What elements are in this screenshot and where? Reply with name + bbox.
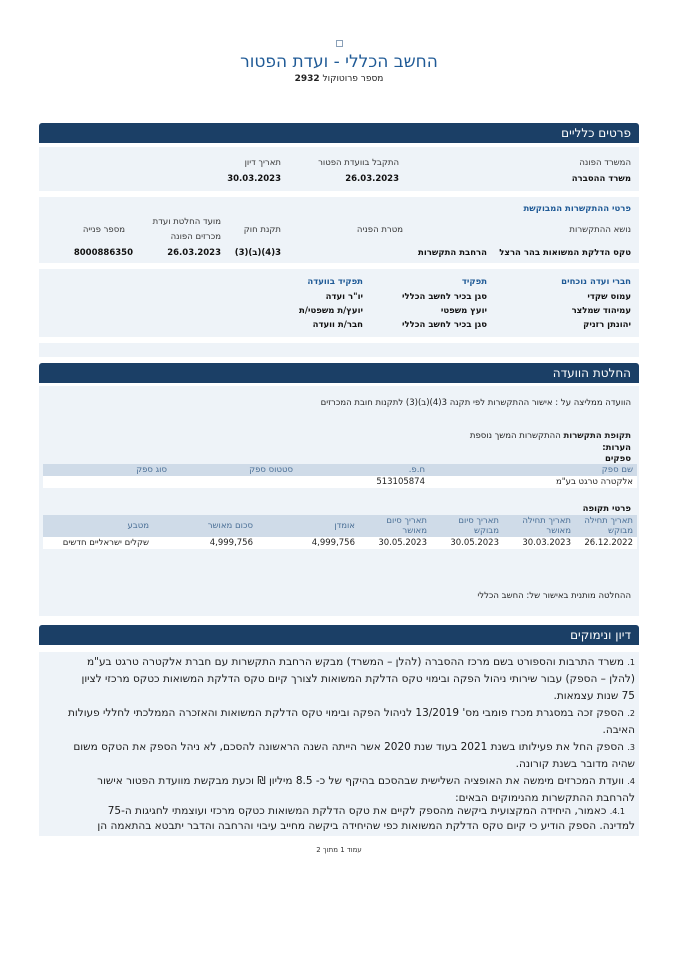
- period-col-end-approved: [359, 515, 431, 537]
- supplier-name: אלקטרה טרגט בע"מ: [429, 476, 637, 488]
- item-line: הספק החל את פעילותו בשנת 2021 בעוד שנת 2020 אשר הייתה השנה הראשונה להסכם, לא ניהל הספק את הטקס משום: [73, 741, 625, 753]
- suppliers-table: [43, 464, 637, 488]
- hearing-date-label: תאריך דיון: [244, 158, 281, 168]
- period-col-start-approved: [503, 515, 575, 537]
- hearing-date-value: 30.03.2023: [227, 174, 281, 184]
- suppliers-label: ספקים: [604, 454, 631, 464]
- period-header-row: [43, 515, 637, 537]
- suppliers-col-id: ח.פ.: [297, 464, 429, 476]
- discussion-section-header: [39, 625, 639, 645]
- header-line: מבוקש: [473, 526, 499, 536]
- table-row: [43, 537, 637, 549]
- suppliers-col-name: שם ספק: [429, 464, 637, 476]
- deadline-value: 26.03.2023: [167, 248, 221, 258]
- protocol-label: מספר פרוטוקול: [322, 74, 384, 84]
- period-col-estimate: אומדן: [257, 515, 359, 537]
- item-line: משרד התרבות והספורט בשם מרכז ההסברה (להלן – המשרד) מבקש הרחבת התקשרות עם חברת אלקטרה טרגט בע"מ: [87, 656, 625, 668]
- general-section-title: פרטים כלליים: [561, 126, 631, 140]
- item-number: 3.: [627, 743, 635, 752]
- decision-section-header: [39, 363, 639, 383]
- discussion-section-title: דיון ונימוקים: [570, 628, 631, 642]
- period-table: [43, 515, 637, 549]
- period-col-currency: מטבע: [43, 515, 153, 537]
- period-col-end-requested: [431, 515, 503, 537]
- subject-label: נושא ההתקשרות: [569, 225, 631, 235]
- discussion-item: [87, 654, 635, 672]
- header-line: תאריך תחילה: [584, 516, 633, 526]
- discussion-panel: [39, 652, 639, 836]
- purpose-value: הרחבת התקשרות: [418, 248, 487, 258]
- period-col-approved-amount: סכום מאושר: [153, 515, 257, 537]
- member-role: סגן בכיר לחשב הכללי: [401, 320, 487, 330]
- approval-note: ההחלטה מותנית באישור של: החשב הכללי: [477, 591, 631, 601]
- period-value: ההתקשרות המשך נוספת: [469, 431, 561, 441]
- member-role: סגן בכיר לחשב הכללי: [401, 292, 487, 302]
- header-line: תאריך סיום: [386, 516, 427, 526]
- period-label: תקופת התקשרות: [563, 431, 631, 441]
- office-value: משרד ההסברה: [571, 174, 631, 184]
- item-line: כאמור, היחידה המקצועית ביקשה מהספק לקיים את טקס הדלקת המשואות כטקס מרכזי ועוצמתי לחגיגות ה-75: [107, 805, 607, 817]
- header-line: מאושר: [402, 526, 427, 536]
- end-approved: 30.05.2023: [359, 537, 431, 549]
- header-line: מאושר: [546, 526, 571, 536]
- protocol-line: [0, 74, 678, 84]
- decision-panel: [39, 386, 639, 616]
- discussion-line: 75 שנות עצמאות.: [553, 690, 635, 702]
- end-requested: 30.05.2023: [431, 537, 503, 549]
- item-line: הספק זכה במסגרת מכרז פומבי מס' 13/2019 לניהול הפקה ובימוי טקס הדלקת המשואות והאזכרה הממלכתי לחללי פעולות: [67, 707, 625, 719]
- supplier-type: [43, 476, 171, 488]
- request-number-label: מספר פנייה: [82, 225, 125, 235]
- engagement-panel: [39, 197, 639, 263]
- discussion-line: (להלן – הספק) עבור שירותי ניהול הפקה ובימוי טקס הדלקת המשואות לצורך קיום טקס הדלקת המשואות כטקס מרכזי לציון: [81, 673, 635, 685]
- discussion-item: [68, 705, 635, 723]
- table-row: [43, 476, 637, 488]
- member-role: יועץ משפטי: [440, 306, 487, 316]
- item-line: וועדת המכרזים מימשה את האופציה השלישית שבהסכם בהיקף של כ- 8.5 מיליון ₪ וכעת מבקשת מוועדת הפטור אישור: [97, 775, 625, 787]
- supplier-status: [171, 476, 297, 488]
- header-mark: [336, 40, 343, 47]
- header-line: תאריך סיום: [458, 516, 499, 526]
- member-name: יהונתן רזניק: [583, 320, 631, 330]
- item-number: 4.: [627, 777, 635, 786]
- approved-amount: 4,999,756: [153, 537, 257, 549]
- suppliers-header-row: [43, 464, 637, 476]
- supplier-id: 513105874: [297, 476, 429, 488]
- members-committee-role-header: תפקיד בוועדה: [307, 277, 363, 287]
- discussion-item: [97, 773, 635, 791]
- request-number-value: 8000886350: [73, 248, 133, 258]
- page-footer: עמוד 1 מתוך 2: [316, 846, 362, 854]
- member-name: עמיהוד שמלצר: [571, 306, 631, 316]
- protocol-number: 2932: [294, 74, 320, 84]
- members-panel: [39, 269, 639, 337]
- engagement-title: פרטי ההתקשרות המבוקשת: [523, 204, 631, 214]
- item-number: 2.: [627, 709, 635, 718]
- spacer-panel: [39, 343, 639, 357]
- period-col-start-requested: [575, 515, 637, 537]
- decision-recommendation: הוועדה ממליצה על : אישור ההתקשרות לפי תקנה 3(4)(ב)(3) לתקנות חובת המכרזים: [320, 398, 631, 408]
- member-committee-role: חבר/ת וועדה: [312, 320, 363, 330]
- general-section-header: [39, 123, 639, 143]
- deadline-label-1: מועד החלטת ועדת: [152, 217, 221, 227]
- suppliers-col-status: סטטוס ספק: [171, 464, 297, 476]
- discussion-line: האיבה.: [602, 724, 635, 736]
- page-title: החשב הכללי - ועדת הפטור: [240, 52, 438, 72]
- subject-value: טקס הדלקת המשואות בהר הרצל: [499, 248, 631, 258]
- deadline-label-2: מכרזים הפונה: [170, 232, 221, 242]
- general-panel: [39, 147, 639, 191]
- member-committee-role: יו"ר ועדה: [325, 292, 363, 302]
- decision-section-title: החלטת הוועדה: [552, 366, 631, 380]
- discussion-line: להרחבת ההתקשרות מהנימוקים הבאים:: [455, 792, 635, 804]
- suppliers-col-type: סוג ספק: [43, 464, 171, 476]
- discussion-line: שהיה מדובר בשנת קורונה.: [515, 758, 635, 770]
- regulation-label: תקנת חוק: [243, 225, 281, 235]
- item-number: 4.1.: [609, 807, 625, 816]
- start-requested: 26.12.2022: [575, 537, 637, 549]
- discussion-line: למדינה. הספק הודיע כי קיום טקס הדלקת המשואות כפי שהיחידה ביקשה מחייב עיבוי והרחבה והדבר יתבטא בהתאמה הן: [97, 820, 635, 832]
- regulation-value: 3(4)(ב)(3): [234, 248, 281, 258]
- notes-label: הערות:: [602, 443, 631, 453]
- period-details-label: פרטי תקופה: [582, 504, 631, 514]
- member-name: עמוס שקדי: [587, 292, 631, 302]
- currency: שקלים ישראליים חדשים: [43, 537, 153, 549]
- header-line: תאריך תחילה: [522, 516, 571, 526]
- item-number: 1.: [627, 658, 635, 667]
- office-label: המשרד הפונה: [579, 158, 631, 168]
- discussion-item: [73, 739, 635, 757]
- start-approved: 30.03.2023: [503, 537, 575, 549]
- header-line: מבוקש: [607, 526, 633, 536]
- purpose-label: מטרת הפניה: [356, 225, 403, 235]
- members-role-header: תפקיד: [461, 277, 487, 287]
- members-name-header: חברי ועדה נוכחים: [561, 277, 631, 287]
- received-label: התקבל בוועדת הפטור: [318, 158, 399, 168]
- member-committee-role: יועץ/ת משפטי/ת: [299, 306, 363, 316]
- estimate: 4,999,756: [257, 537, 359, 549]
- received-value: 26.03.2023: [345, 174, 399, 184]
- period-line: [470, 431, 631, 441]
